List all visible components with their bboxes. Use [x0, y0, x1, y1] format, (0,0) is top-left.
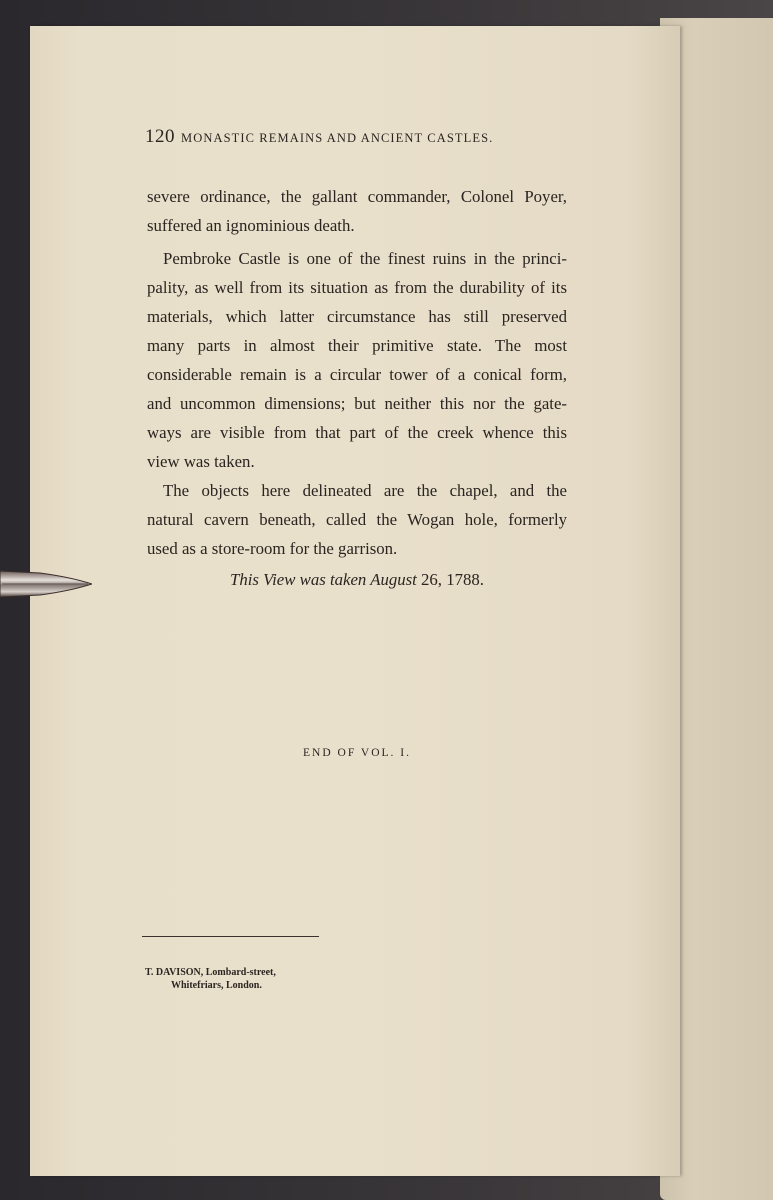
end-of-volume-mark: END OF VOL. I.	[303, 747, 411, 759]
view-caption-italic: This View was taken August	[230, 570, 417, 589]
running-head	[145, 126, 585, 148]
body-line-8: and uncommon dimensions; but neither this nor the gate-	[147, 394, 567, 413]
imprint-line-2: Whitefriars, London.	[171, 980, 262, 991]
body-line-6: many parts in almost their primitive state. The most	[147, 336, 567, 355]
body-line-1: severe ordinance, the gallant commander, Colonel Poyer,	[147, 187, 567, 206]
imprint-rule	[142, 936, 319, 937]
body-line-13: used as a store-room for the garrison.	[147, 539, 398, 558]
body-line-11: The objects here delineated are the chapel, and the	[163, 481, 567, 500]
page-number: 120	[145, 126, 175, 147]
body-line-4: pality, as well from its situation as from the durability of its	[147, 278, 567, 297]
body-line-10: view was taken.	[147, 452, 255, 471]
running-head-title: MONASTIC REMAINS AND ANCIENT CASTLES.	[181, 131, 494, 145]
body-line-3: Pembroke Castle is one of the finest ruins in the princi-	[163, 249, 567, 268]
body-line-2: suffered an ignominious death.	[147, 216, 355, 235]
body-line-5: materials, which latter circumstance has still preserved	[147, 307, 567, 326]
metal-pointer-icon	[0, 565, 92, 603]
body-line-12: natural cavern beneath, called the Wogan hole, formerly	[147, 510, 567, 529]
imprint-line-1: T. DAVISON, Lombard-street,	[145, 967, 276, 978]
printer-imprint	[145, 966, 276, 992]
body-line-9: ways are visible from that part of the creek whence this	[147, 423, 567, 442]
body-line-7: considerable remain is a circular tower of a conical form,	[147, 365, 567, 384]
view-caption	[147, 570, 567, 590]
view-caption-date: 26, 1788.	[421, 570, 484, 589]
